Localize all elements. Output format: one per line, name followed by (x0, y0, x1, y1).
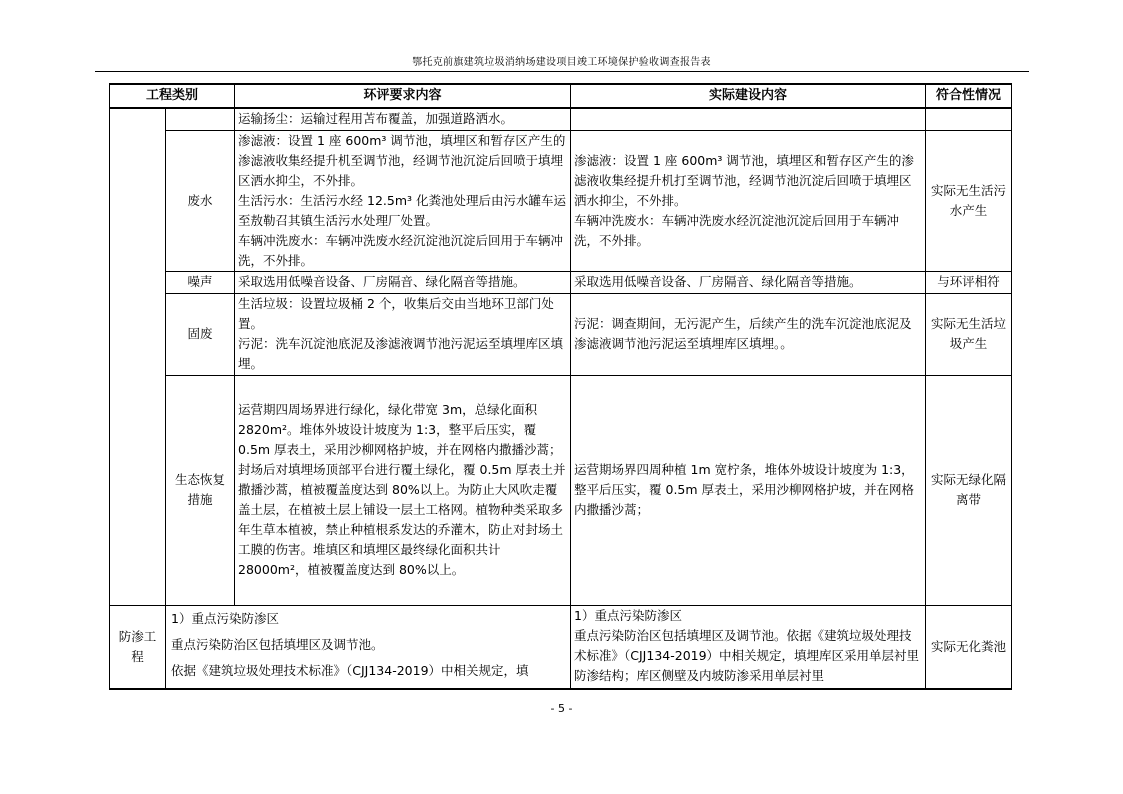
actual-line: 车辆冲洗废水：车辆冲洗废水经沉淀池沉淀后回用于车辆冲洗，不外排。 (574, 212, 900, 248)
table-row-noise (110, 271, 1012, 293)
table-row-dust (110, 108, 1012, 130)
actual-cell-wastewater (571, 130, 926, 271)
requirement-line: 重点污染防治区包括填埋区及调节池。 (171, 636, 384, 652)
subcategory-cell-dust (166, 108, 235, 130)
table-row-solid-waste (110, 293, 1012, 375)
compliance-table (109, 83, 1012, 690)
table-row-seepage (110, 605, 1012, 689)
requirement-cell-ecology (235, 375, 571, 605)
table-row-wastewater (110, 130, 1012, 271)
requirement-line: 渗滤液：设置 1 座 600m³ 调节池，填埋区和暂存区产生的渗滤液收集经提升机至调节池，经调节池沉淀后回喷于填埋区洒水抑尘，不外排。 (238, 132, 566, 188)
requirement-line: 依据《建筑垃圾处理技术标准》（CJJ134-2019）中相关规定，填 (171, 662, 529, 678)
requirement-cell-noise: 采取选用低噪音设备、厂房隔音、绿化隔音等措施。 (235, 271, 571, 293)
requirement-line: 生活污水：生活污水经 12.5m³ 化粪池处理后由污水罐车运至敖勒召其镇生活污水处理厂处置。 (238, 192, 566, 228)
category-cell-seepage: 防渗工程 (110, 605, 166, 689)
requirement-cell-solid-waste (235, 293, 571, 375)
category-cell-blank (110, 108, 166, 605)
column-header-category: 工程类别 (110, 84, 235, 108)
compliance-cell-wastewater: 实际无生活污水产生 (926, 130, 1012, 271)
compliance-cell-solid-waste: 实际无生活垃圾产生 (926, 293, 1012, 375)
requirement-line: 运营期四周场界进行绿化，绿化带宽 3m，总绿化面积 2820m²。堆体外坡设计坡度为 1:3，整平后压实，覆 0.5m 厚表土，采用沙柳网格护坡，并在网格内撒播沙蒿； (238, 402, 562, 457)
column-header-requirement: 环评要求内容 (235, 84, 571, 108)
actual-cell-seepage (571, 605, 926, 689)
actual-cell-noise: 采取选用低噪音设备、厂房隔音、绿化隔音等措施。 (571, 271, 926, 293)
document-header-title: 鄂托克前旗建筑垃圾消纳场建设项目竣工环境保护验收调查报告表 (412, 57, 711, 68)
requirement-line: 封场后对填埋场顶部平台进行覆土绿化，覆 0.5m 厚表土并撒播沙蒿，植被覆盖度达到 80%以上。为防止大风吹走覆盖土层，在植被土层上铺设一层土工格网。植物种类采取多年生草本植被，禁止种植根系发达的乔灌木，防止对封场土工膜的伤害。堆填区和填埋区最终绿化面积共计 28000m²，植被覆盖度达到 80%以上。 (238, 462, 566, 577)
compliance-cell-seepage: 实际无化粪池 (926, 605, 1012, 689)
subcategory-cell-noise: 噪声 (166, 271, 235, 293)
actual-cell-ecology: 运营期场界四周种植 1m 宽柠条，堆体外坡设计坡度为 1:3，整平后压实，覆 0.5m 厚表土，采用沙柳网格护坡，并在网格内撒播沙蒿； (571, 375, 926, 605)
actual-line: 1）重点污染防渗区 (574, 607, 682, 623)
page-number: - 5 - (550, 702, 573, 715)
subcategory-cell-wastewater: 废水 (166, 130, 235, 271)
compliance-cell-ecology: 实际无绿化隔离带 (926, 375, 1012, 605)
header-divider (95, 71, 1029, 72)
requirement-line: 生活垃圾：设置垃圾桶 2 个，收集后交由当地环卫部门处置。 (238, 296, 554, 331)
column-header-compliance: 符合性情况 (926, 84, 1012, 108)
requirement-line: 车辆冲洗废水：车辆冲洗废水经沉淀池沉淀后回用于车辆冲洗，不外排。 (238, 232, 564, 268)
requirement-cell-seepage (166, 605, 571, 689)
table-row-ecology (110, 375, 1012, 605)
table-header-row (110, 84, 1012, 108)
actual-line: 渗滤液：设置 1 座 600m³ 调节池，填埋区和暂存区产生的渗滤液收集经提升机打至调节池，经调节池沉淀后回喷于填埋区洒水抑尘，不外排。 (574, 152, 914, 208)
requirement-cell-wastewater (235, 130, 571, 271)
column-header-actual: 实际建设内容 (571, 84, 926, 108)
subcategory-cell-solid-waste: 固废 (166, 293, 235, 375)
actual-cell-solid-waste: 污泥：调查期间，无污泥产生，后续产生的洗车沉淀池底泥及渗滤液调节池污泥运至填埋库区填埋。。 (571, 293, 926, 375)
actual-line: 重点污染防治区包括填埋区及调节池。依据《建筑垃圾处理技术标准》（CJJ134-2019）中相关规定，填埋库区采用单层衬里防渗结构；库区侧壁及内坡防渗采用单层衬里 (574, 627, 920, 683)
requirement-cell-dust: 运输扬尘：运输过程用苫布覆盖，加强道路洒水。 (235, 108, 571, 130)
requirement-line: 污泥：洗车沉淀池底泥及渗滤液调节池污泥运至填埋库区填埋。 (238, 336, 564, 371)
subcategory-cell-ecology: 生态恢复措施 (166, 375, 235, 605)
actual-cell-dust (571, 108, 926, 130)
requirement-line: 1）重点污染防渗区 (171, 610, 279, 626)
compliance-cell-dust (926, 108, 1012, 130)
compliance-cell-noise: 与环评相符 (926, 271, 1012, 293)
